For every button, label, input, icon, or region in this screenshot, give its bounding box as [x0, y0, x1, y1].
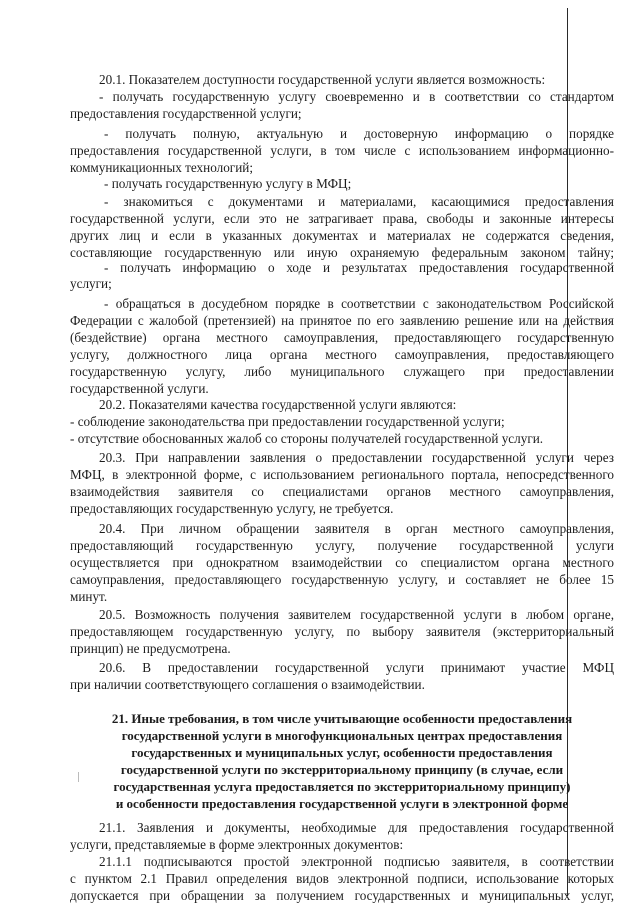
para-20-1-item-4-cont-2: других лиц и если в указанных документах и материалах не содержатся сведения, [70, 228, 614, 243]
para-20-1-item-6-cont-1: Федерации с жалобой (претензией) на принятое по его заявлению решение или на действия [70, 313, 614, 328]
para-20-1-item-5-cont: услуги; [70, 276, 112, 291]
section-21-title-line-5: государственная услуга предоставляется по экстерриториальному принципу) [113, 779, 571, 794]
para-21-1-1: 21.1.1 подписываются простой электронной подписью заявителя, в соответствии [99, 854, 614, 869]
para-20-2-item-2: - отсутствие обоснованных жалоб со стороны получателей государственной услуги. [70, 431, 544, 446]
para-20-1-item-1: - получать государственную услугу своевременно и в соответствии со стандартом [99, 89, 614, 104]
para-20-2-item-1: - соблюдение законодательства при предоставлении государственной услуги; [70, 414, 505, 429]
para-20-1-item-3: - получать государственную услугу в МФЦ; [104, 176, 352, 191]
para-21-1: 21.1. Заявления и документы, необходимые для предоставления государственной [99, 820, 614, 835]
para-21-1-1-cont-2: допускается при обращении за получением государственных и муниципальных услуг, [70, 888, 614, 903]
para-20-1-item-1-cont: предоставления государственной услуги; [70, 106, 302, 121]
para-20-1-heading: 20.1. Показателем доступности государственной услуги является возможность: [99, 72, 546, 87]
para-20-5-end: принцип) не предусмотрена. [70, 641, 231, 656]
section-21-title-line-2: государственной услуги в многофункциональных центрах предоставления [121, 728, 563, 743]
para-20-1-item-6-cont-3: услугу, должностного лица органа местного самоуправления, предоставляющего [70, 347, 614, 362]
para-20-3: 20.3. При направлении заявления о предоставлении государственной услуги через [99, 450, 614, 465]
para-20-1-item-4-cont-1: государственной услуги, если это не затрагивает права, свободы и законные интересы [70, 211, 614, 226]
para-20-3-cont-1: МФЦ, в электронной форме, с использованием регионального портала, непосредственного [70, 467, 614, 482]
para-20-1-item-6-cont-2: (бездействие) органа местного самоуправления, предоставляющего государственную [70, 330, 614, 345]
para-20-5-cont-1: предоставляющем государственную услугу, по выбору заявителя (экстерриториальный [70, 624, 614, 639]
para-20-1-item-2-cont: предоставления государственной услуги, в том числе с использованием информационно- [70, 143, 614, 158]
para-21-1-1-cont-1: с пунктом 2.1 Правил определения видов электронной подписи, использование которых [70, 871, 614, 886]
para-20-1-item-2: - получать полную, актуальную и достоверную информацию о порядке [104, 126, 614, 141]
para-20-1-item-6-end: государственной услуги. [70, 381, 209, 396]
para-20-3-cont-2: взаимодействия заявителя со специалистами органов местного самоуправления, [70, 484, 614, 499]
para-20-4: 20.4. При личном обращении заявителя в орган местного самоуправления, [99, 521, 614, 536]
para-20-6: 20.6. В предоставлении государственной услуги принимают участие МФЦ [99, 660, 614, 675]
para-20-1-item-4: - знакомиться с документами и материалами, касающимися предоставления [104, 194, 614, 209]
para-21-1-cont: услуги, представляемые в форме электронных документов: [70, 837, 404, 852]
para-20-2-heading: 20.2. Показателями качества государственной услуги являются: [99, 397, 457, 412]
para-20-4-end: минут. [70, 589, 108, 604]
para-20-3-end: предоставляющих государственную услугу, не требуется. [70, 501, 394, 516]
para-20-1-item-6: - обращаться в досудебном порядке в соответствии с законодательством Российской [104, 296, 614, 311]
para-20-4-cont-3: самоуправления, предоставляющего государственную услугу, и составляет не более 15 [70, 572, 614, 587]
para-20-1-item-5: - получать информацию о ходе и результатах предоставления государственной [104, 260, 614, 275]
para-20-4-cont-2: осуществляется при однократном взаимодействии со специалистом органа местного [70, 555, 614, 570]
section-21-title-line-3: государственных и муниципальных услуг, особенности предоставления [131, 745, 553, 760]
para-20-6-end: при наличии соответствующего соглашения о взаимодействии. [70, 677, 425, 692]
para-20-5: 20.5. Возможность получения заявителем государственной услуги в любом органе, [99, 607, 614, 622]
section-21-title-line-4: государственной услуги по экстерриториальному принципу (в случае, если [120, 762, 564, 777]
section-21-title-line-6: и особенности предоставления государственной услуги в электронной форме [115, 796, 569, 811]
para-20-4-cont-1: предоставляющий государственную услугу, получение государственной услуги [70, 538, 614, 553]
para-20-1-item-4-cont-3: составляющие государственную или иную охраняемую федеральным законом тайну; [70, 245, 614, 260]
section-21-title-line-1: 21. Иные требования, в том числе учитывающие особенности предоставления [111, 711, 573, 726]
para-20-1-item-6-cont-4: государственную услугу, либо муниципального служащего при предоставлении [70, 364, 614, 379]
para-20-1-item-2-end: коммуникационных технологий; [70, 160, 253, 175]
